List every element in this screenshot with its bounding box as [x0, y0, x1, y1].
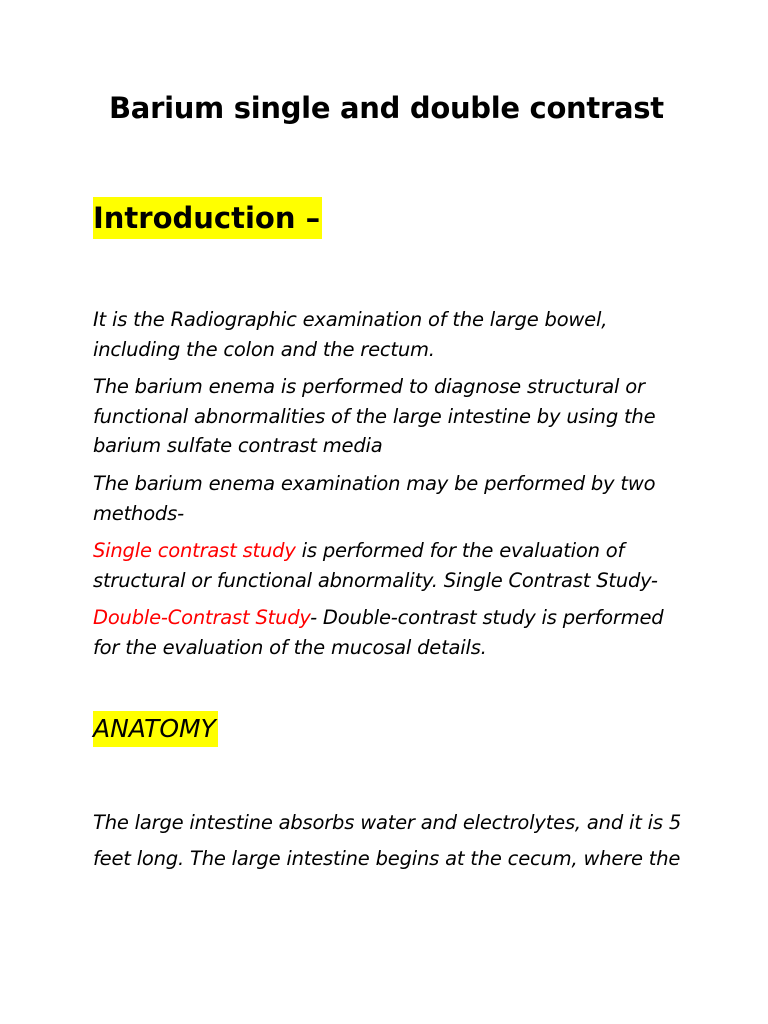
single-contrast-term: Single contrast study — [93, 539, 296, 562]
intro-paragraph-2: The barium enema is performed to diagnose structural or functional abnormalities of the large intestine by using the barium sulfate contrast media — [93, 375, 656, 457]
anatomy-paragraph: The large intestine absorbs water and electrolytes, and it is 5 feet long. The large intestine begins at the cecum, where the — [93, 811, 682, 870]
single-contrast-description: is performed for the evaluation of structural or functional abnormality. Single Contrast Study- — [93, 539, 658, 592]
document-title: Barium single and double contrast — [109, 91, 664, 125]
intro-paragraph-1: It is the Radiographic examination of the large bowel, including the colon and the rectum. — [93, 308, 608, 361]
anatomy-heading-highlight: ANATOMY — [93, 711, 218, 747]
intro-paragraph-3: The barium enema examination may be performed by two methods- — [93, 472, 656, 525]
double-contrast-paragraph — [93, 603, 683, 662]
introduction-heading-highlight: Introduction – — [93, 197, 322, 239]
anatomy-heading — [93, 711, 218, 747]
single-contrast-paragraph — [93, 536, 683, 595]
introduction-heading — [93, 197, 322, 239]
double-contrast-description: - Double-contrast study is performed for the evaluation of the mucosal details. — [93, 606, 664, 659]
double-contrast-term: Double-Contrast Study — [93, 606, 311, 629]
